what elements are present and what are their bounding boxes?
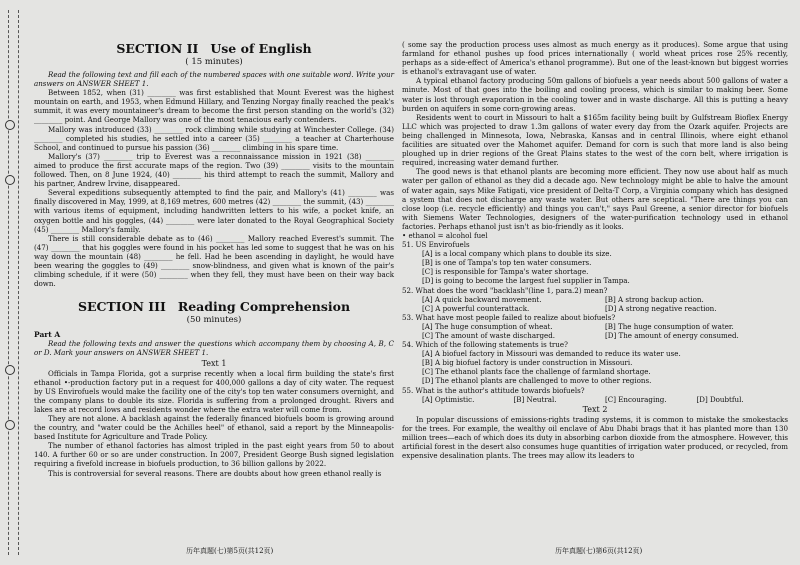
text1-paragraph: The good news is that ethanol plants are becoming more efficient. They now use about half as much water per gallon of ethanol as they did a decade ago. New technology might be able to halve the amount of water again, says Mike Fatigati, vice president of Delta-T Corp, a Virginia company which has designed a system that does not discharge any waste water. But others are sceptical. "There are things you can close loop (i.e. recycle efficiently) and things you can't," says Paul Greene, a senior director for biofuels with Siemens Water Technologies, designers of the water-purification technology used in ethanol factories. Perhaps ethanol just isn't as bio-friendly as it looks. — [402, 167, 788, 231]
text1-paragraph: The number of ethanol factories has almost tripled in the past eight years from 50 to about 140. A further 60 or so are under construction. In 2007, President George Bush signed legislation requiring a fivefold increase in biofuels production, to 36 billion gallons by 2022. — [34, 441, 394, 469]
section3-heading — [34, 300, 394, 314]
section3-subtitle: Reading Comprehension — [177, 299, 351, 315]
option-row — [402, 304, 788, 313]
left-page-column — [34, 40, 394, 478]
question-option: [B] A big biofuel factory is under construction in Missouri. — [422, 358, 633, 368]
question-option: [D] The ethanol plants are challenged to move to other regions. — [422, 376, 652, 386]
binding-margin — [0, 0, 30, 565]
question-option: [D] A strong negative reaction. — [605, 303, 717, 313]
footnote: • ethanol = alcohol fuel — [402, 230, 488, 240]
question-option: [C] The ethanol plants face the challenge of farmland shortage. — [422, 367, 651, 377]
right-page-column — [402, 40, 788, 460]
question-stem: 52. What does the word "backlash"(line 1, para.2) mean? — [402, 285, 608, 295]
page-footer-left: 历年真题(七)第5页(共12页) — [186, 547, 274, 555]
option-row — [402, 295, 788, 304]
binding-hole — [5, 420, 15, 430]
section2-subtitle: Use of English — [210, 41, 312, 56]
option-row — [402, 395, 788, 404]
question-stem: 53. What have most people failed to realize about biofuels? — [402, 312, 616, 322]
question-option: [B] Neutral. — [513, 394, 557, 404]
binding-hole — [5, 175, 15, 185]
question-stem: 55. What is the author's attitude towards biofuels? — [402, 385, 585, 395]
question-option: [D] The amount of energy consumed. — [605, 331, 739, 340]
question-option: [C] The amount of waste discharged. — [422, 331, 555, 340]
text1-paragraph: Residents went to court in Missouri to halt a $165m facility being built by Gulfstream Bioflex Energy LLC which was projected to draw 1.3m gallons of water every day from the Ozark aquifer. Projects are being challenged in Minnesota, Iowa, Nebraska, Kansas and in central Illinois, where eight ethanol facilities are situated over the Mahomet aquifer. Demand for corn is such that more land is also being ploughed up in drier regions of the Great Plains states to the west of the corn belt, where irrigation is required, increasing water demand further. — [402, 112, 788, 168]
question-stem: 54. Which of the following statements is true? — [402, 340, 568, 350]
question-option: [A] The huge consumption of wheat. — [422, 321, 553, 331]
option-row — [402, 322, 788, 331]
option-row — [402, 331, 788, 340]
text1-paragraph: They are not alone. A backlash against the federally financed biofuels boom is growing around the country, and "water could be the Achilles heel" of ethanol, said a report by the Minneapolis-based Institute for Agriculture and Trade Policy. — [34, 414, 394, 442]
section2-instructions: Read the following text and fill each of the numbered spaces with one suitable word. Write your answers on ANSWER SHEET 1. — [34, 70, 394, 89]
question-option: [B] The huge consumption of water. — [605, 321, 734, 331]
question-stem: 51. US Envirofuels — [402, 240, 470, 250]
cloze-paragraph: There is still considerable debate as to (46) ________ Mallory reached Everest's summit. The (47) ________ that his goggles were found in his pocket has led some to suggest that he was on his way down the mountain (48) ________ he fell. Had he been ascending in daylight, he would have been wearing the goggles to (49) ________ snow-blindness, and given what is known of the pair's climbing schedule, if it were (50) ________ when they fell, they must have been on their way back down. — [34, 233, 394, 289]
cloze-paragraph: Several expeditions subsequently attempted to find the pair, and Mallory's (41) ________ was finally discovered in May, 1999, at 8,169 metres, 600 metres (42) ________ the summit, (43) ________ with various items of equipment, including handwritten letters to his wife, a pocket knife, an oxygen bottle and his goggles, (44) ________ were later donated to the Royal Geographical Society (45) ________ Mallory's family. — [34, 188, 394, 234]
section2-heading — [34, 42, 394, 56]
question-option: [C] is responsible for Tampa's water shortage. — [422, 267, 589, 277]
binding-hole — [5, 120, 15, 130]
question-option: [A] A biofuel factory in Missouri was demanded to reduce its water use. — [422, 349, 681, 359]
section3-title: SECTION III — [77, 299, 166, 315]
section3-time: (50 minutes) — [186, 315, 242, 326]
question-option: [C] Encouraging. — [605, 394, 667, 404]
question-option: [B] is one of Tampa's top ten water consumers. — [422, 258, 592, 268]
section2-time: ( 15 minutes) — [185, 57, 243, 67]
question-option: [C] A powerful counterattack. — [422, 303, 530, 313]
text2-paragraph: In popular discussions of emissions-rights trading systems, it is common to mistake the smokestacks for the trees. For example, the wealthy oil enclave of Abu Dhabi brags that it has planted more than 130 million trees—each of which does its duty in absorbing carbon dioxide from the atmosphere. However, this artificial forest in the desert also consumes huge quantities of irrigation water produced, or recycled, from expensive desalination plants. The trees may allow its leaders to — [402, 414, 788, 461]
question-option: [A] is a local company which plans to double its size. — [422, 249, 612, 259]
binding-hole — [5, 365, 15, 375]
page-footer-right: 历年真题(七)第6页(共12页) — [555, 547, 643, 555]
question-option: [A] Optimistic. — [422, 394, 475, 404]
text2-label: Text 2 — [582, 404, 608, 414]
question-option: [B] A strong backup action. — [605, 294, 704, 304]
binding-line — [8, 10, 9, 555]
section2-title: SECTION II — [116, 41, 199, 56]
cloze-paragraph: Mallory was introduced (33) ________ rock climbing while studying at Winchester College. (34) ________ completed his studies, he settled into a career (35) ________ a teacher at Charterhouse School, and continued to pursue his passion (36) ________ climbing in his spare time. — [34, 124, 394, 152]
text1-label: Text 1 — [201, 358, 227, 368]
binding-line — [18, 10, 19, 555]
section3-instructions: Read the following texts and answer the questions which accompany them by choosing A, B, C or D. Mark your answers on ANSWER SHEET 1. — [34, 339, 394, 358]
question-option: [A] A quick backward movement. — [422, 294, 542, 304]
cloze-paragraph: Between 1852, when (31) ________ was first established that Mount Everest was the highest mountain on earth, and 1953, when Edmund Hillary, and Tenzing Norgay finally reached the peak's summit, it was every mountaineer's dream to become the first person standing on the world's (32) ________ point. And George Mallory was one of the most tenacious early contenders. — [34, 88, 394, 125]
question-option: [D] Doubtful. — [696, 394, 744, 404]
text1-paragraph: Officials in Tampa Florida, got a surprise recently when a local firm building the state's first ethanol •-production factory put in a request for 400,000 gallons a day of city water. The request by US Envirofuels would make the facility one of the city's top ten water consumers overnight, and the company plans to double its size. Florida is suffering from a prolonged drought. Rivers and lakes are at record lows and residents wonder where the extra water will come from. — [34, 368, 394, 414]
text1-paragraph: This is controversial for several reasons. There are doubts about how green ethanol really is — [48, 468, 382, 478]
part-a-label: Part A — [34, 330, 61, 340]
question-option: [D] is going to become the largest fuel supplier in Tampa. — [422, 276, 630, 286]
text1-paragraph: ( some say the production process uses almost as much energy as it produces). Some argue that using farmland for ethanol pushes up food prices internationally ( world wheat prices rose 25% recently, perhaps as a side-effect of America's ethanol programme). But one of the least-known but biggest worries is ethanol's extravagant use of water. — [402, 40, 788, 77]
text1-paragraph: A typical ethanol factory producing 50m gallons of biofuels a year needs about 500 gallons of water a minute. Most of that goes into the boiling and cooling process, which is similar to making beer. Some water is lost through evaporation in the cooling tower and in waste discharge. All this is putting a heavy burden on aquifers in some corn-growing areas. — [402, 76, 788, 113]
cloze-paragraph: Mallory's (37) ________ trip to Everest was a reconnaissance mission in 1921 (38) ________ aimed to produce the first accurate maps of the region. Two (39) ________ visits to the mountain followed. Then, on 8 June 1924, (40) ________ his third attempt to reach the summit, Mallory and his partner, Andrew Irvine, disappeared. — [34, 151, 394, 189]
